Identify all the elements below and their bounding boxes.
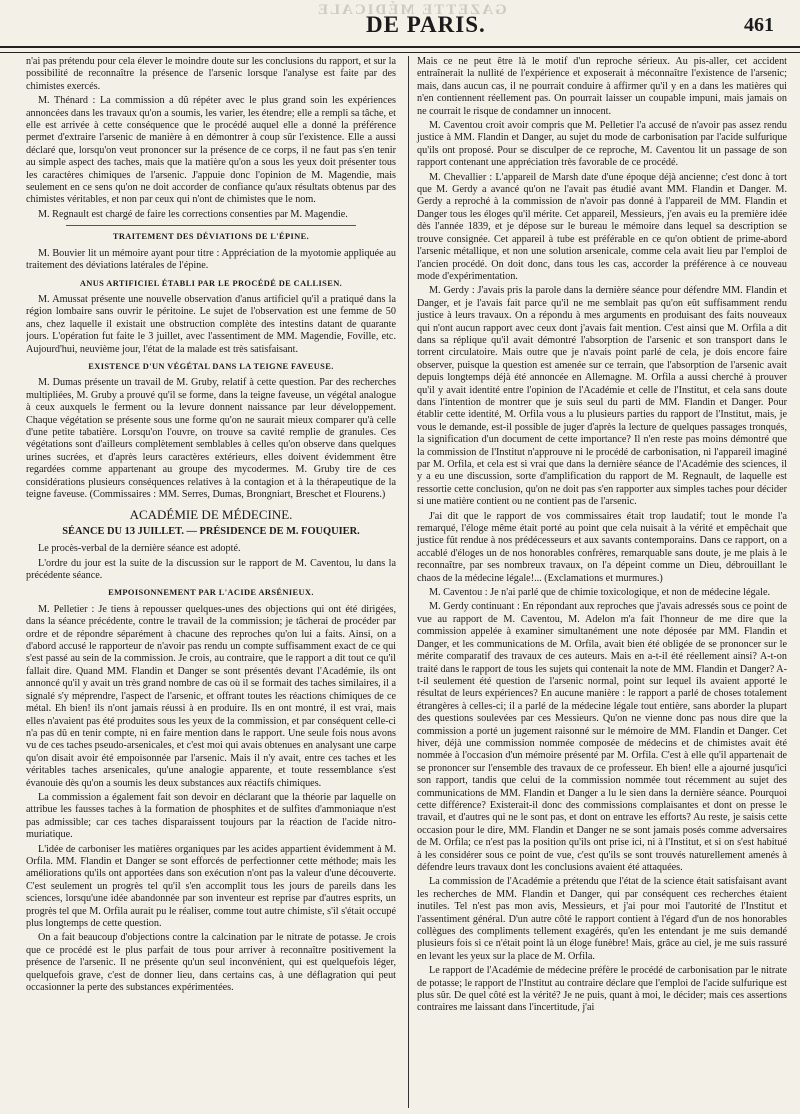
paragraph: Mais ce ne peut être là le motif d'un reproche sérieux. Au pis-aller, cet accident entraînerait la nullité de l'expérience et exposerait à méconnaître l'existence de l'arsenic; mais, dans aucun cas, il ne pourrait conduire à affirmer qu'il y en a dans les matières qui n'en contiennent réellement pas. On pourrait laisser un coupable impuni, mais jamais on ne courrait le risque de condamner un innocent. — [417, 56, 787, 117]
left-column — [26, 56, 402, 1108]
show-through-ghost-text: GAZETTE MÉDICALE — [316, 2, 507, 18]
paragraph: M. Pelletier : Je tiens à repousser quelques-unes des objections qui ont été dirigées, dans la séance précédente, contre le travail de la commission; je tâcherai de procéder par ordre et de répondre séparément à chacune des reproches qu'on lui a faits. Ainsi, on a d'abord accusé le rapporteur de n'avoir pas rendu un compte suffisamment exact de ce qui s'est passé au sein de la commission. Je crois, au contraire, que le rapport a dit tout ce qu'il fallait dire. Quand MM. Flandin et Danger se sont présentés devant l'Académie, ils ont annoncé qu'il y avait un très grand nombre de cas où il se formait des taches similaires, il a signalé s'y méprendre, l'aspect de l'arsenic, et offrant toutes les réactions chimiques de ce métal. Eh bien! ils n'ont jamais réussi à en produire. Ils en ont montré, il est vrai, mais elles n'avaient pas été produites sous les yeux de la commission, et par conséquent celle-ci n'a pas dû en tenir compte, ni en faire mention dans le rapport. Une seule fois nous avons vu de ces taches pseudo-arsenicales, et c'est moi qui avais obtenues en analysant une carpe qu'on disait avoir été empoisonnée par l'arsenic. Mais il n'y avait, entre ces taches et les véritables taches arsenicales, qu'une analogie apparente, et toute ressemblance s'est évanouie dès qu'on a soumis les deux substances aux réactifs chimiques. — [26, 603, 396, 789]
paragraph: M. Dumas présente un travail de M. Gruby, relatif à cette question. Par des recherches multipliées, M. Gruby a prouvé qu'il se forme, dans la teigne faveuse, un végétal analogue à ceux auxquels le ferment ou la levure donnent naissance par leur développement. Chaque végétation se présente sous une forme qu'on ne saurait mieux comparer qu'à celle d'une petite tabatière. Lorsqu'on l'ouvre, on trouve sa cavité remplie de granules. Ces végétations sont d'ailleurs complètement semblables à celles qu'on observe dans quelques urines sucrées, et d'après leurs caractères extérieurs, elles doivent évidemment être regardées comme appartenant au groupe des mycodermes. M. Gruby tire de ces considérations plusieurs conséquences relatives à la contagion et à la thérapeutique de la teigne faveuse. (Commissaires : MM. Serres, Dumas, Brongniart, Breschet et Flourens.) — [26, 377, 396, 500]
paragraph: M. Regnault est chargé de faire les corrections consenties par M. Magendie. — [38, 208, 348, 220]
paragraph: M. Amussat présente une nouvelle observation d'anus artificiel qu'il a pratiqué dans la région lombaire sans ouvrir le péritoine. Le sujet de l'observation est une femme de 50 ans, chez laquelle il existait une obstruction complète des intestins datant de quarante jours. L'opération fut faite le 3 juillet, avec l'assentiment de MM. Magendie, Foville, etc. Aujourd'hui, neuvième jour, l'état de la malade est très satisfaisant. — [26, 293, 396, 355]
paragraph: L'ordre du jour est la suite de la discussion sur le rapport de M. Caventou, lu dans la précédente séance. — [26, 557, 396, 582]
paragraph: Le rapport de l'Académie de médecine préfère le procédé de carbonisation par le nitrate de potasse; le rapport de l'Institut au contraire déclare que l'emploi de l'acide sulfurique est plus sûr. De quel côté est la vérité? Je ne puis, quant à moi, le décider; mais ces assertions contraires me laissant dans l'incertitude, j'ai — [417, 965, 787, 1014]
paragraph: La commission de l'Académie a prétendu que l'état de la science était satisfaisant avant les recherches de MM. Flandin et Danger, qui par conséquent ces recherches étaient inutiles. Tel n'est pas mon avis, Messieurs, et j'ai pour moi l'autorité de l'Institut et l'assentiment général. D'un autre côté le rapport contient à l'égard d'un de nos honorables collègues des compliments tellement exagérés, qu'en les entendant je me suis demandé plusieurs fois si ce n'était point là un éloge funèbre! Mais, grâce au ciel, je me suis rassuré en levant les yeux sur la place de M. Orfila. — [417, 876, 787, 962]
paragraph: M. Bouvier lit un mémoire ayant pour titre : Appréciation de la myotomie appliquée au traitement des déviations latérales de l'épine. — [26, 247, 396, 272]
text-columns — [26, 56, 788, 1108]
header-rule — [0, 46, 800, 53]
section-heading: ANUS ARTIFICIEL ÉTABLI PAR LE PROCÉDÉ DE CALLISEN. — [79, 278, 343, 288]
paragraph: La commission a également fait son devoir en déclarant que la théorie par laquelle on attribue les fausses taches à la formation de phosphites et de sulfites d'ammoniaque n'est pas admissible; car ces taches disparaissent toujours par la réaction de l'acide nitro-muriatique. — [26, 791, 396, 841]
right-column — [415, 56, 787, 1108]
paragraph: n'ai pas prétendu pour cela élever le moindre doute sur les conclusions du rapport, et sur la possibilité de reconnaître la présence de l'arsenic lorsque l'analyse est faite par des chimistes exercés. — [26, 56, 396, 92]
paragraph: L'idée de carboniser les matières organiques par les acides appartient évidemment à M. Orfila. MM. Flandin et Danger se sont efforcés de perfectionner cette méthode; mais les améliorations qu'ils ont apportées dans son exécution n'ont pas la valeur d'une découverte. C'est seulement un progrès tel qu'il s'en accomplit tous les jours de pareils dans les sciences, lorsqu'une idée abandonnée par son inventeur est reprise par d'autres esprits, un progrès tel que M. Orfila aurait pu le réaliser, comme tout autre chimiste, s'il s'était occupé plus longtemps de cette question. — [26, 843, 396, 929]
paragraph: Le procès-verbal de la dernière séance est adopté. — [38, 543, 241, 555]
section-separator — [66, 225, 356, 226]
academy-title: ACADÉMIE DE MÉDECINE. — [129, 507, 293, 523]
paragraph: On a fait beaucoup d'objections contre la calcination par le nitrate de potasse. Je crois que ce procédé est le plus parfait de tous pour arriver à reconnaître positivement la présence de l'arsenic. Il ne présente qu'un seul inconvénient, qui est quelquefois léger, quelquefois grave, c'est de donner lieu, dans certains cas, à une déflagration qui peut occasionner la perte des substances expérimentées. — [26, 932, 396, 994]
paragraph: M. Gerdy continuant : En répondant aux reproches que j'avais adressés sous ce point de vue au rapport de M. Caventou, M. Adelon m'a fait l'honneur de me dire que la commission appelée à examiner simultanément une note déposée par MM. Flandin et Danger, et les communications de M. Orfila, avait bien été obligée de se prononcer sur le mérite comparatif des travaux de ces auteurs. Mais en a-t-il été réellement ainsi? A-t-on traité dans le rapport de tous les sujets qui contenait la note de MM. Flandin et Danger? A-t-il seulement été question de l'arsenic normal, point sur lequel ils avaient apporté le résultat de leurs expériences? En aucune manière : le rapport a parlé de choses totalement étrangères à celles-ci; il a parlé de la médecine légale tout entière, sans aborder la plupart des questions soulevées par ces Messieurs. Qu'on ne vienne donc pas nous dire que la commission a porté un jugement raisonné sur le mémoire de MM. Flandin et Danger. Cet hiver, déjà une commission nommée composée de médecins et de chimistes avait été nommée à l'occasion d'un mémoire présenté par M. Orfila. C'est à elle qu'il appartenait de se prononcer sur l'ensemble des travaux de ce professeur. Eh bien! elle a ajourné jusqu'ici son rapport, tandis que celui de la commission nommée tout récemment au sujet des communications de MM. Flandin et Danger a lu le sien dans la dernière séance. Pourquoi cette différence? Existerait-il donc des commissions complaisantes et dont on presse le travail, et d'autres qui ne le sont pas, et dont on entrave les efforts? Au reste, je saisis cette occasion pour le dire, MM. Flandin et Danger ne se sont jamais posés comme adversaires de M. Orfila; ce n'est pas la position qu'ils ont prise ici, ni à l'Institut, et si on s'est habitué à les considérer sous ce point de vue, c'est qu'ils se sont trouvés naturellement amenés à défendre leurs travaux dont les conclusions avaient été attaquées. — [417, 601, 787, 873]
page-number: 461 — [744, 14, 774, 36]
session-heading: SÉANCE DU 13 JUILLET. — PRÉSIDENCE DE M. FOUQUIER. — [62, 525, 360, 537]
section-heading: EXISTENCE D'UN VÉGÉTAL DANS LA TEIGNE FAVEUSE. — [88, 361, 334, 371]
paragraph: M. Gerdy : J'avais pris la parole dans la dernière séance pour défendre MM. Flandin et Danger, et je l'avais fait parce qu'il ne me semblait pas qu'on eût suffisamment rendu justice à leurs travaux. On a répondu à mes arguments en produisant des faits nouveaux qui n'ont aucun rapport avec ceux dont j'avais fait mention. C'est ainsi que M. Orfila a dit dans sa réplique qu'il avait démontré l'absorption de l'arsenic et son transport dans le torrent circulatoire. Mais outre que je n'avais point parlé de cela, je dois encore faire observer, puisque la question est amenée sur ce terrain, que l'absorption de l'arsenic avait depuis longtemps déjà été annoncée en Allemagne. M. Orfila a aussi cherché à prouver qu'il y avait identité entre l'opinion de l'Académie et celle de l'Institut, et cela sans doute dans l'intention de montrer que je suis seul du parti de MM. Flandin et Danger. Pour établir cette identité, M. Orfila vous a lu plusieurs parties du rapport de l'Institut, mais, je vous le demande, est-il possible de juger d'après la lecture de quelques passages tronqués, la signification d'un document de cette importance? Il n'en reste pas moins démontré que la commission de l'Institut n'approuve ni le procédé de carbonisation, ni l'appareil imaginé par M. Orfila, et cela est si vrai que dans la dernière séance de l'Académie des sciences, il y a eu une discussion, sorte d'amplification du rapport de M. Regnault, de laquelle est ressortie cette conclusion, qu'on ne doit pas s'en rapporter aux simples taches pour décider si une matière contient ou ne contient pas de l'arsenic. — [417, 285, 787, 508]
page-header — [26, 0, 788, 44]
paragraph: M. Caventou croit avoir compris que M. Pelletier l'a accusé de n'avoir pas assez rendu justice à MM. Flandin et Danger, au sujet du mode de carbonisation par l'acide sulfurique qu'ils ont proposé. Pour se disculper de ce reproche, M. Caventou lit un passage de son rapport contenant une appréciation très favorable de ce procédé. — [417, 120, 787, 169]
section-heading: EMPOISONNEMENT PAR L'ACIDE ARSÉNIEUX. — [108, 588, 314, 598]
running-title: DE PARIS. — [366, 12, 486, 37]
paragraph: M. Chevallier : L'appareil de Marsh date d'une époque déjà ancienne; c'est donc à tort que M. Gerdy a avancé qu'on ne l'avait pas étudié avant MM. Flandin et Danger. M. Gerdy a reproché à la commission de n'avoir pas donné à l'appareil de MM. Flandin et Danger tous les éloges qu'il mérite. Cet appareil, Messieurs, j'en avais eu la première idée dès l'année 1839, et je dépose sur le bureau le mémoire dans lequel sa description se trouve consignée. Cet appareil à tube est préférable en ce qu'on obtient de prime-abord l'arsenic métallique, et non une solution arsenicale, comme cela avait lieu par l'emploi de l'ancien procédé. On doit donc, dans tous les cas, accorder la préférence à ce nouveau mode d'expérimentation. — [417, 171, 787, 282]
paragraph: M. Thénard : La commission a dû répéter avec le plus grand soin les expériences annoncées dans les travaux qu'on a soumis, les varier, les étendre; elle a rempli sa tâche, et elle est arrivée à cette conséquence que le procédé auquel elle a donné la préférence permet d'extraire l'arsenic de manière à en démontrer à coup sûr l'existence. Elle a aussi déclaré que, lorsqu'on veut prononcer sur la présence de ce corps, il ne faut pas s'en tenir au simple aspect des taches, mais que la matière qu'on a sous les yeux doit présenter tous les caractères chimiques de l'arsenic. J'appuie donc l'opinion de M. Magendie, mais seulement en ce sens qu'on ne doit accorder de confiance qu'aux résultats obtenus par des chimistes véritables, et non par ceux qui n'ont de chimistes que le nom. — [26, 95, 396, 206]
paragraph: M. Caventou : Je n'ai parlé que de chimie toxicologique, et non de médecine légale. — [429, 587, 771, 599]
paragraph: J'ai dit que le rapport de vos commissaires était trop laudatif; tout le monde l'a remarqué, l'éloge même était porté au point que cela nuisait à la vérité et empêchait que justice fût rendue à nos prédécesseurs et aux savants contemporains. Dans ce rapport, on a accablé d'éloges un de nos honorables confrères, remarquable sans doute, je me plais à le reconnaître, par ses nombreux travaux, on l'a dépeint comme un Dieu, débrouillant le chaos de la médecine légale!... (Exclamations et murmures.) — [417, 510, 787, 584]
section-heading: TRAITEMENT DES DÉVIATIONS DE L'ÉPINE. — [112, 232, 310, 242]
column-rule — [408, 56, 409, 1108]
